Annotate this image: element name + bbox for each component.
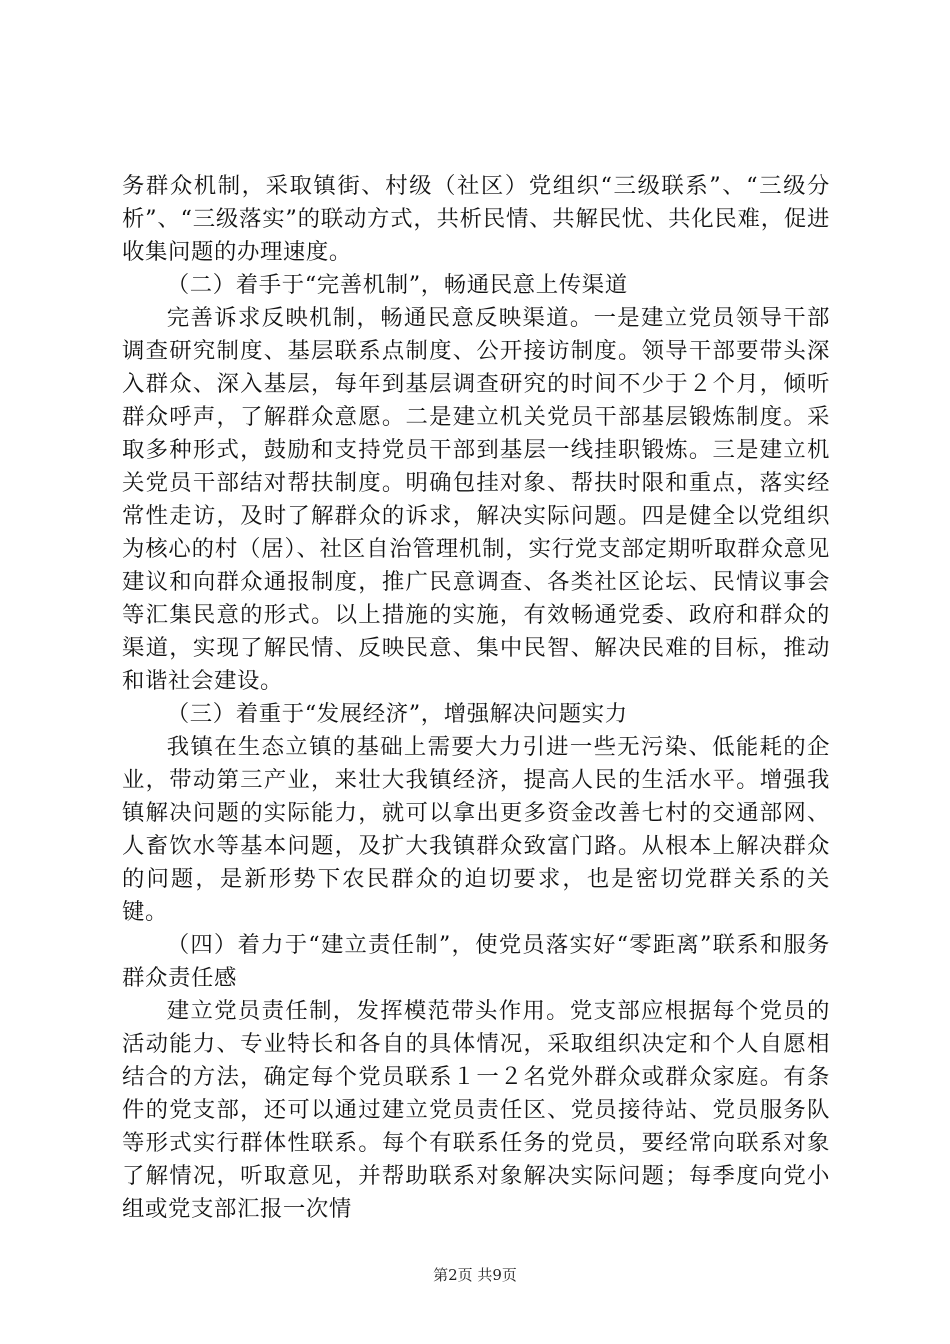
section-heading-3: （三）着重于“发展经济”，增强解决问题实力 [166, 701, 628, 727]
section-heading-4: （四）着力于“建立责任制”，使党员落实好“零距离”联系和服务群众责任感 [122, 932, 830, 991]
document-body [122, 170, 830, 1226]
paragraph-economy: 我镇在生态立镇的基础上需要大力引进一些无污染、低能耗的企业，带动第三产业，来壮大我镇经济，提高人民的生活水平。增强我镇解决问题的实际能力，就可以拿出更多资金改善七村的交通部网、人畜饮水等基本问题，及扩大我镇群众致富门路。从根本上解决群众的问题，是新形势下农民群众的迫切要求，也是密切党群关系的关键。 [122, 734, 830, 925]
paragraph-continued: 务群众机制，采取镇街、村级（社区）党组织“三级联系”、“三级分析”、“三级落实”的联动方式，共析民情、共解民忧、共化民难，促进收集问题的办理速度。 [122, 173, 830, 265]
paragraph-responsibility: 建立党员责任制，发挥模范带头作用。党支部应根据每个党员的活动能力、专业特长和各自的具体情况，采取组织决定和个人自愿相结合的方法，确定每个党员联系１一２名党外群众或群众家庭。有条件的党支部，还可以通过建立党员责任区、党员接待站、党员服务队等形式实行群体性联系。每个有联系任务的党员，要经常向联系对象了解情况，听取意见，并帮助联系对象解决实际问题；每季度向党小组或党支部汇报一次情 [122, 998, 830, 1222]
section-heading-2: （二）着手于“完善机制”，畅通民意上传渠道 [166, 272, 628, 298]
page-number-footer: 第2页 共9页 [433, 1266, 517, 1284]
paragraph-feedback-mechanism: 完善诉求反映机制，畅通民意反映渠道。一是建立党员领导干部调查研究制度、基层联系点制度、公开接访制度。领导干部要带头深入群众、深入基层，每年到基层调查研究的时间不少于２个月，倾听群众呼声，了解群众意愿。二是建立机关党员干部基层锻炼制度。采取多种形式，鼓励和支持党员干部到基层一线挂职锻炼。三是建立机关党员干部结对帮扶制度。明确包挂对象、帮扶时限和重点，落实经常性走访，及时了解群众的诉求，解决实际问题。四是健全以党组织为核心的村（居）、社区自治管理机制，实行党支部定期听取群众意见建议和向群众通报制度，推广民意调查、各类社区论坛、民情议事会等汇集民意的形式。以上措施的实施，有效畅通党委、政府和群众的渠道，实现了解民情、反映民意、集中民智、解决民难的目标，推动和谐社会建设。 [122, 305, 830, 694]
